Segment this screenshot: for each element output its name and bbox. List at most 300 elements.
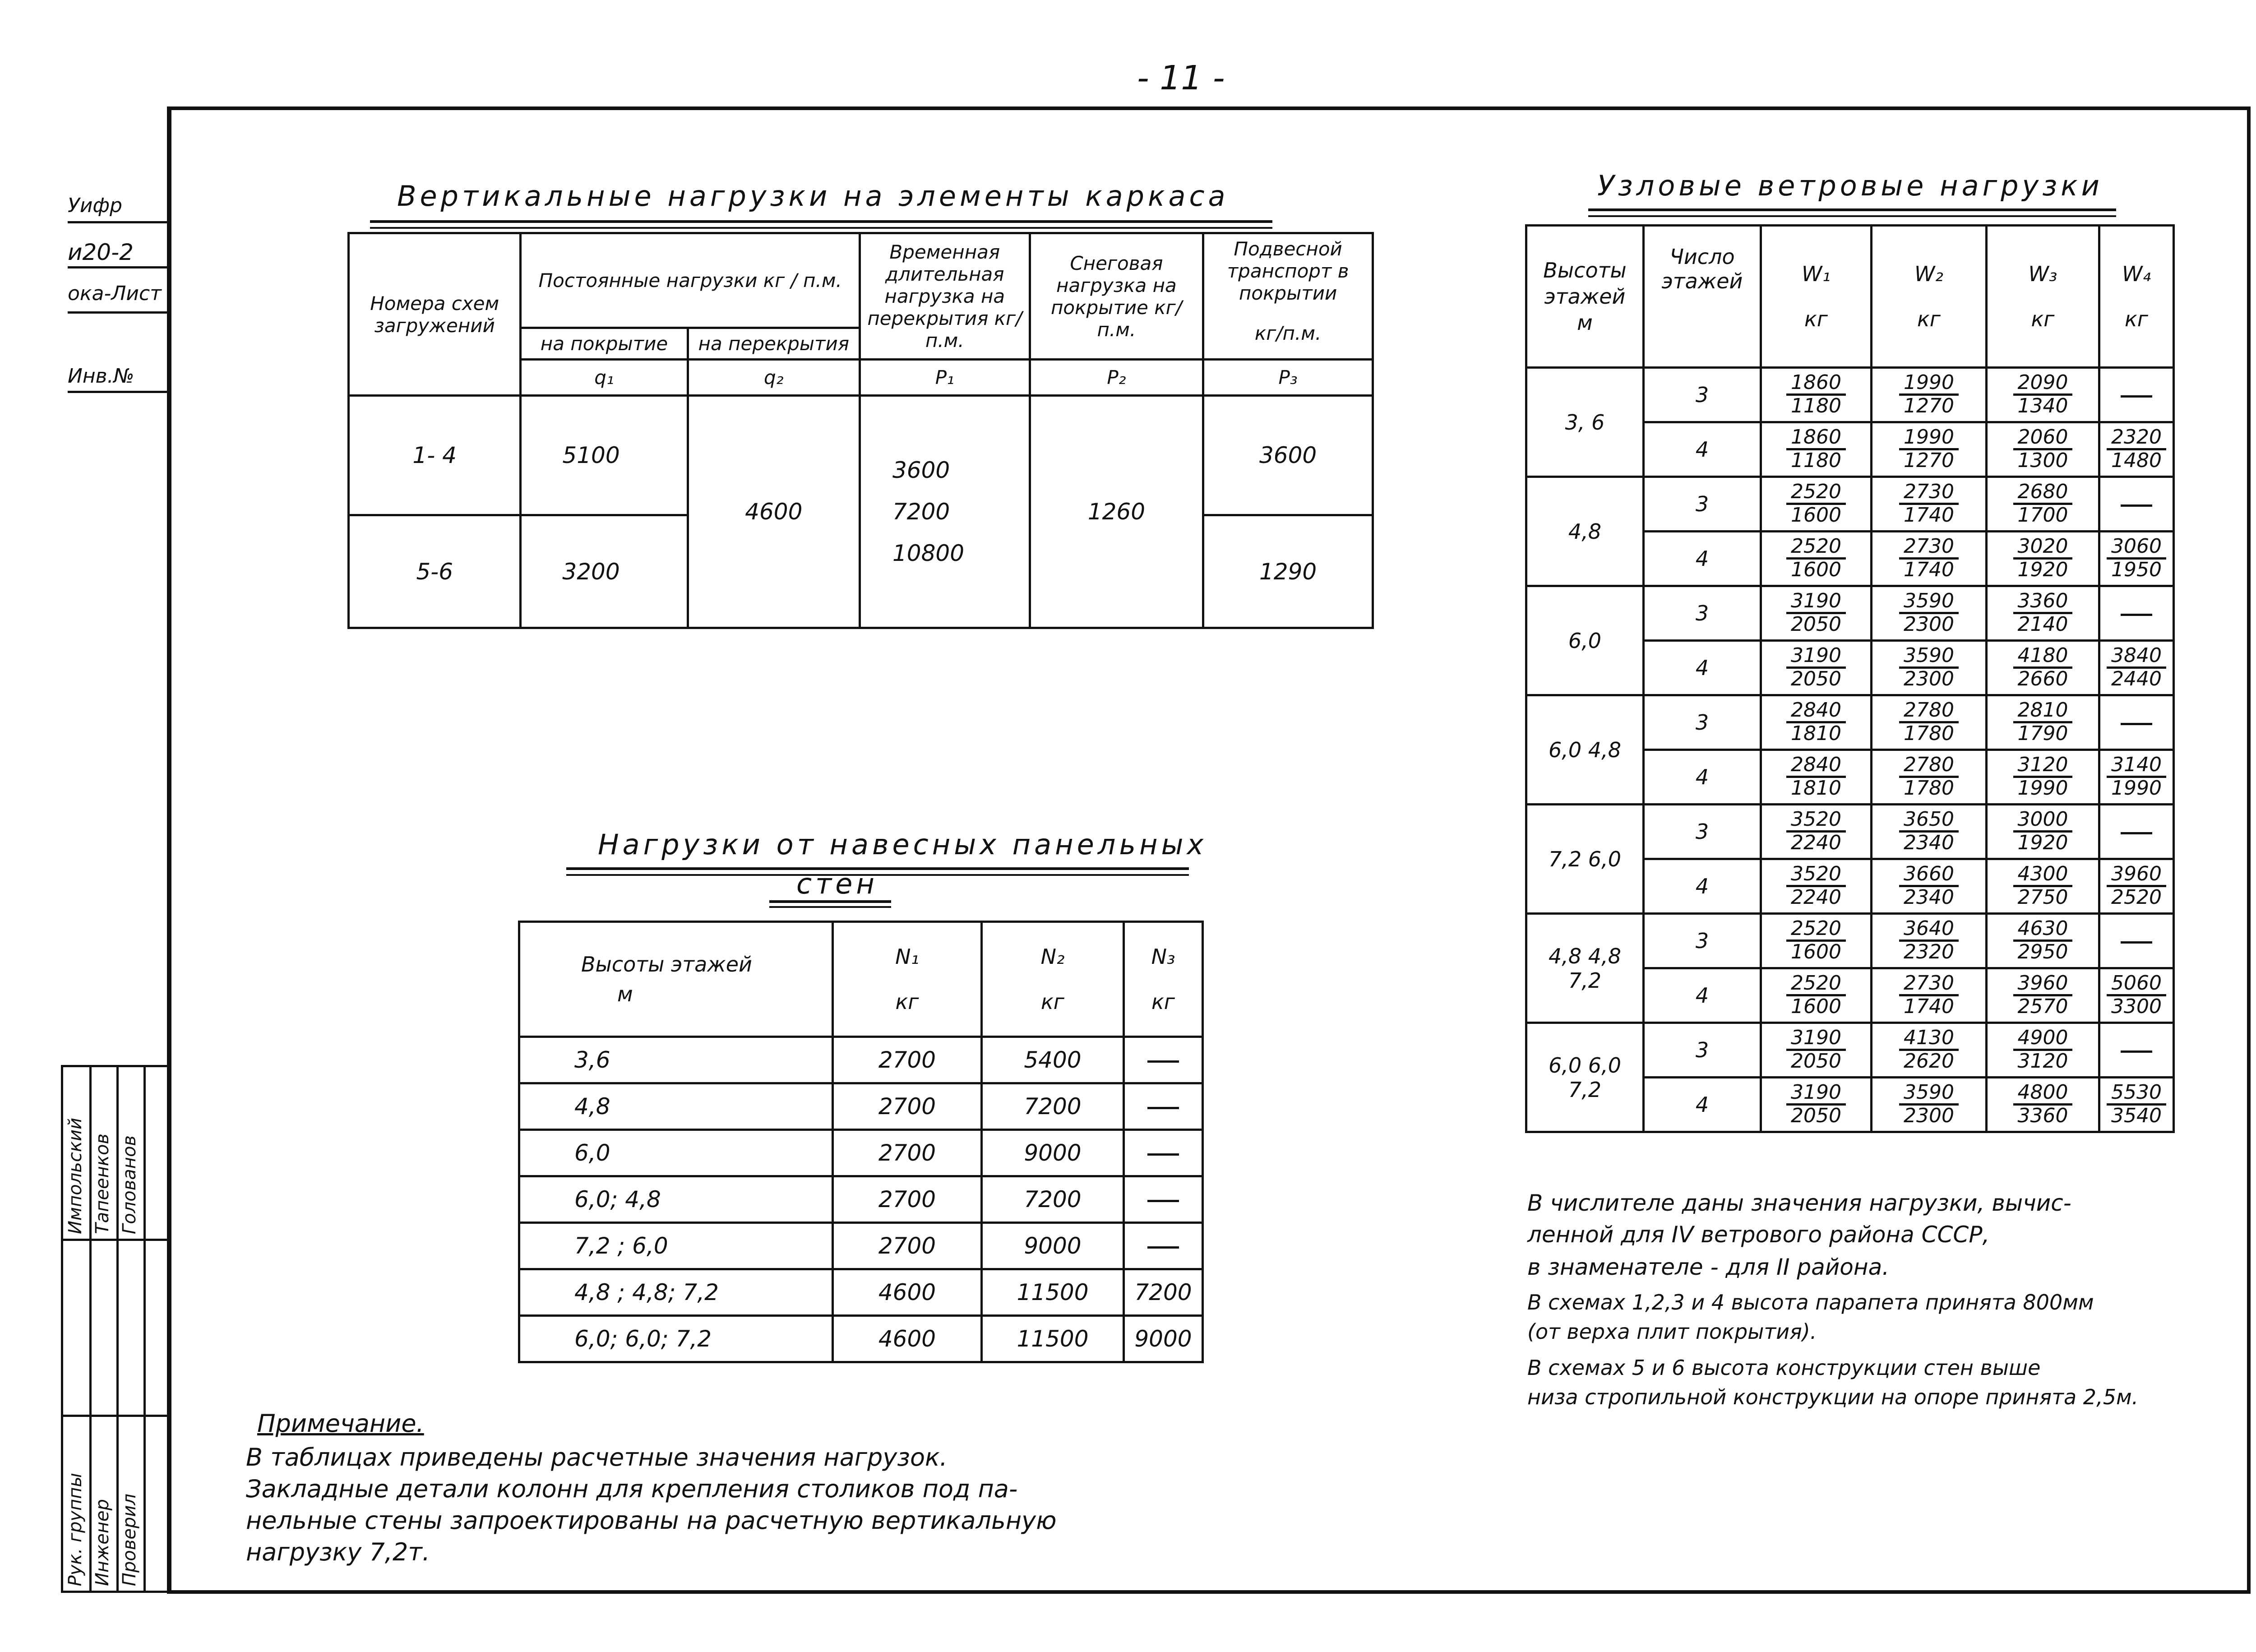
- load-fraction: [1786, 809, 1846, 853]
- dash-mark: [2121, 1050, 2152, 1053]
- n2-cell: 7200: [982, 1083, 1124, 1130]
- denominator: 2340: [1904, 885, 1954, 909]
- denominator: 1810: [1791, 722, 1841, 745]
- denominator: 1740: [1904, 503, 1954, 527]
- load-fraction: [2013, 700, 2073, 744]
- w4-cell: [2099, 695, 2174, 750]
- p1-values: 3600 7200 10800: [860, 396, 1030, 628]
- numerator: 3590: [1899, 645, 1959, 668]
- role-lead: Рук. группы: [65, 1472, 86, 1586]
- table-row: [519, 1223, 1203, 1269]
- dash-mark: [2121, 504, 2152, 507]
- table-row: [519, 1083, 1203, 1130]
- load-fraction: [2107, 754, 2166, 798]
- w3-cell: [1987, 805, 2099, 859]
- numerator: 3000: [2013, 809, 2073, 832]
- numerator: 2520: [1786, 536, 1846, 559]
- load-fraction: [2013, 864, 2073, 907]
- denominator: 2750: [2017, 885, 2068, 909]
- load-fraction: [2013, 809, 2073, 853]
- panel-loads-title-2: стен: [796, 867, 878, 900]
- w4-cell: [2099, 477, 2174, 532]
- numerator: 2730: [1899, 536, 1959, 559]
- denominator: 1340: [2017, 394, 2068, 417]
- note-line: В таблицах приведены расчетные значения нагрузок.: [246, 1443, 948, 1472]
- numerator: 3520: [1786, 809, 1846, 832]
- floor-count-cell: 4: [1644, 859, 1761, 914]
- denominator: 1180: [1791, 449, 1841, 472]
- w2-cell: [1872, 586, 1987, 641]
- denominator: 1950: [2111, 558, 2162, 581]
- n1-cell: 2700: [833, 1037, 982, 1083]
- symbol-p1: P₁: [860, 360, 1030, 396]
- numerator: 2780: [1899, 754, 1959, 777]
- page-number: - 11 -: [1137, 59, 1225, 97]
- w1-cell: [1761, 422, 1872, 477]
- load-fraction: [1899, 754, 1959, 798]
- numerator: 3190: [1786, 1027, 1846, 1050]
- numerator: 3520: [1786, 864, 1846, 887]
- w2-cell: [1872, 859, 1987, 914]
- wind-note: (от верха плит покрытия).: [1527, 1319, 1817, 1344]
- header-w4: W₄ кг: [2099, 226, 2174, 368]
- numerator: 1990: [1899, 372, 1959, 395]
- w2-cell: [1872, 477, 1987, 532]
- denominator: 1700: [2017, 503, 2068, 527]
- w4-cell: [2099, 422, 2174, 477]
- denominator: 1780: [1904, 776, 1954, 800]
- load-fraction: [2013, 536, 2073, 580]
- symbol-q1: q₁: [521, 360, 688, 396]
- numerator: 3060: [2107, 536, 2166, 559]
- w4-cell: [2099, 750, 2174, 805]
- w1-cell: [1761, 914, 1872, 968]
- header-n2: N₂ кг: [982, 922, 1124, 1037]
- w3-cell: [1987, 695, 2099, 750]
- header-n1: N₁ кг: [833, 922, 982, 1037]
- header-n3: N₃ кг: [1124, 922, 1203, 1037]
- floor-height-cell: 6,0: [1526, 586, 1644, 695]
- load-fraction: [1786, 754, 1846, 798]
- floor-height-cell: 4,8 ; 4,8; 7,2: [519, 1269, 833, 1316]
- floor-height-cell: 6,0 6,0 7,2: [1526, 1023, 1644, 1132]
- w1-cell: [1761, 368, 1872, 422]
- load-fraction: [1899, 645, 1959, 689]
- load-fraction: [2107, 864, 2166, 907]
- note-line: нагрузку 7,2т.: [246, 1538, 430, 1566]
- denominator: 2300: [1904, 667, 1954, 690]
- numerator: 2840: [1786, 754, 1846, 777]
- n1-cell: 2700: [833, 1176, 982, 1223]
- load-fraction: [2013, 645, 2073, 689]
- numerator: 2680: [2013, 481, 2073, 504]
- numerator: 2730: [1899, 973, 1959, 996]
- load-fraction: [2107, 427, 2166, 471]
- w4-cell: [2099, 859, 2174, 914]
- w4-cell: [2099, 641, 2174, 695]
- denominator: 1790: [2017, 722, 2068, 745]
- symbol-q2: q₂: [688, 360, 860, 396]
- w2-cell: [1872, 1023, 1987, 1078]
- header-on-roof: на покрытие: [521, 328, 688, 360]
- symbol-p2: P₂: [1030, 360, 1203, 396]
- scheme-5-6: 5-6: [349, 515, 521, 628]
- load-fraction: [2107, 973, 2166, 1017]
- w1-cell: [1761, 1078, 1872, 1132]
- scheme-1-4: 1- 4: [349, 396, 521, 515]
- n1-cell: 4600: [833, 1316, 982, 1362]
- dash-mark: [1147, 1200, 1179, 1202]
- load-fraction: [1899, 864, 1959, 907]
- numerator: 5530: [2107, 1082, 2166, 1105]
- denominator: 2620: [1904, 1049, 1954, 1073]
- w3-cell: [1987, 968, 2099, 1023]
- q1-value: 3200: [521, 515, 688, 628]
- signature-block: [61, 1065, 169, 1593]
- p2-value: 1260: [1030, 396, 1203, 628]
- header-w1: W₁ кг: [1761, 226, 1872, 368]
- denominator: 1990: [2111, 776, 2162, 800]
- numerator: 3660: [1899, 864, 1959, 887]
- header-floor-height: Высоты этажей м: [519, 922, 833, 1037]
- floor-height-cell: 7,2 6,0: [1526, 805, 1644, 914]
- load-fraction: [1786, 700, 1846, 744]
- denominator: 3300: [2111, 995, 2162, 1018]
- note-line: Закладные детали колонн для крепления столиков под па-: [246, 1475, 1018, 1503]
- load-fraction: [2107, 1082, 2166, 1126]
- load-fraction: [2107, 536, 2166, 580]
- denominator: 1180: [1791, 394, 1841, 417]
- p3-value: 3600: [1203, 396, 1373, 515]
- load-fraction: [1786, 1082, 1846, 1126]
- table-row: [519, 1130, 1203, 1176]
- p3-value: 1290: [1203, 515, 1373, 628]
- table-row: [1526, 1023, 2174, 1078]
- name-lead: Импольский: [65, 1117, 86, 1234]
- table-row: [519, 1176, 1203, 1223]
- w3-cell: [1987, 641, 2099, 695]
- w3-cell: [1987, 368, 2099, 422]
- floor-count-cell: 4: [1644, 532, 1761, 586]
- numerator: 3590: [1899, 1082, 1959, 1105]
- dash-mark: [1147, 1153, 1179, 1156]
- denominator: 1780: [1904, 722, 1954, 745]
- denominator: 2520: [2111, 885, 2162, 909]
- floor-count-cell: 4: [1644, 641, 1761, 695]
- load-fraction: [1786, 481, 1846, 525]
- floor-count-cell: 3: [1644, 1023, 1761, 1078]
- w3-cell: [1987, 422, 2099, 477]
- load-fraction: [1899, 427, 1959, 471]
- numerator: 2520: [1786, 973, 1846, 996]
- w1-cell: [1761, 532, 1872, 586]
- floor-height-cell: 6,0: [519, 1130, 833, 1176]
- header-crane: Подвесной транспорт в покрытии кг/п.м.: [1203, 233, 1373, 360]
- w4-cell: [2099, 1023, 2174, 1078]
- q2-value: 4600: [688, 396, 860, 628]
- w2-cell: [1872, 641, 1987, 695]
- load-fraction: [2013, 754, 2073, 798]
- w4-cell: [2099, 368, 2174, 422]
- w1-cell: [1761, 859, 1872, 914]
- stamp-sheet: ока-Лист: [68, 282, 162, 305]
- n2-cell: 9000: [982, 1223, 1124, 1269]
- load-fraction: [2013, 918, 2073, 962]
- table-row: [1526, 805, 2174, 859]
- n3-cell: [1124, 1037, 1203, 1083]
- stamp-divider: [68, 221, 167, 223]
- wind-note: низа стропильной конструкции на опоре принята 2,5м.: [1527, 1385, 2139, 1409]
- w3-cell: [1987, 1023, 2099, 1078]
- numerator: 4900: [2013, 1027, 2073, 1050]
- denominator: 1810: [1791, 776, 1841, 800]
- vertical-loads-title: Вертикальные нагрузки на элементы каркаса: [397, 180, 1229, 213]
- n1-cell: 2700: [833, 1223, 982, 1269]
- n1-cell: 2700: [833, 1083, 982, 1130]
- w1-cell: [1761, 750, 1872, 805]
- denominator: 2300: [1904, 1104, 1954, 1127]
- n2-cell: 5400: [982, 1037, 1124, 1083]
- numerator: 3360: [2013, 591, 2073, 614]
- n3-cell: [1124, 1223, 1203, 1269]
- w3-cell: [1987, 914, 2099, 968]
- dash-mark: [2121, 941, 2152, 944]
- n3-cell: [1124, 1130, 1203, 1176]
- denominator: 1270: [1904, 449, 1954, 472]
- wind-note: ленной для IV ветрового района СССР,: [1527, 1222, 1990, 1248]
- w1-cell: [1761, 805, 1872, 859]
- denominator: 2050: [1791, 1104, 1841, 1127]
- numerator: 2730: [1899, 481, 1959, 504]
- floor-count-cell: 3: [1644, 586, 1761, 641]
- denominator: 2660: [2017, 667, 2068, 690]
- w2-cell: [1872, 750, 1987, 805]
- panel-loads-title: Нагрузки от навесных панельных: [598, 828, 1207, 861]
- numerator: 4630: [2013, 918, 2073, 941]
- w2-cell: [1872, 805, 1987, 859]
- n3-cell: 9000: [1124, 1316, 1203, 1362]
- w1-cell: [1761, 968, 1872, 1023]
- numerator: 3190: [1786, 645, 1846, 668]
- panel-loads-table: [518, 921, 1204, 1363]
- w3-cell: [1987, 586, 2099, 641]
- n1-cell: 4600: [833, 1269, 982, 1316]
- w2-cell: [1872, 914, 1987, 968]
- floor-count-cell: 3: [1644, 368, 1761, 422]
- numerator: 2520: [1786, 918, 1846, 941]
- w4-cell: [2099, 968, 2174, 1023]
- denominator: 2240: [1791, 885, 1841, 909]
- dash-mark: [2121, 832, 2152, 834]
- stamp-divider: [68, 266, 167, 268]
- load-fraction: [1899, 973, 1959, 1017]
- denominator: 2440: [2111, 667, 2162, 690]
- floor-height-cell: 4,8: [519, 1083, 833, 1130]
- denominator: 2320: [1904, 940, 1954, 963]
- floor-count-cell: 3: [1644, 914, 1761, 968]
- table-row: [519, 1316, 1203, 1362]
- denominator: 2050: [1791, 612, 1841, 636]
- header-floor-height: Высоты этажей м: [1526, 226, 1644, 368]
- denominator: 3540: [2111, 1104, 2162, 1127]
- w1-cell: [1761, 1023, 1872, 1078]
- numerator: 3190: [1786, 1082, 1846, 1105]
- wind-loads-title: Узловые ветровые нагрузки: [1597, 169, 2103, 202]
- dash-mark: [1147, 1246, 1179, 1249]
- floor-count-cell: 3: [1644, 477, 1761, 532]
- n1-cell: 2700: [833, 1130, 982, 1176]
- header-snow-load: Снеговая нагрузка на покрытие кг/ п.м.: [1030, 233, 1203, 360]
- numerator: 1860: [1786, 372, 1846, 395]
- n2-cell: 9000: [982, 1130, 1124, 1176]
- denominator: 2340: [1904, 831, 1954, 854]
- denominator: 1920: [2017, 558, 2068, 581]
- numerator: 3650: [1899, 809, 1959, 832]
- load-fraction: [1786, 1027, 1846, 1071]
- stamp-divider: [68, 391, 167, 393]
- numerator: 3140: [2107, 754, 2166, 777]
- numerator: 2060: [2013, 427, 2073, 450]
- numerator: 4300: [2013, 864, 2073, 887]
- w3-cell: [1987, 477, 2099, 532]
- load-fraction: [1899, 481, 1959, 525]
- n2-cell: 7200: [982, 1176, 1124, 1223]
- n3-cell: [1124, 1176, 1203, 1223]
- load-fraction: [2013, 1082, 2073, 1126]
- table-row: [1526, 477, 2174, 532]
- floor-count-cell: 4: [1644, 968, 1761, 1023]
- denominator: 1300: [2017, 449, 2068, 472]
- floor-count-cell: 3: [1644, 695, 1761, 750]
- symbol-p3: P₃: [1203, 360, 1373, 396]
- w4-cell: [2099, 805, 2174, 859]
- load-fraction: [1786, 918, 1846, 962]
- q1-value: 5100: [521, 396, 688, 515]
- load-fraction: [1899, 918, 1959, 962]
- w3-cell: [1987, 1078, 2099, 1132]
- w4-cell: [2099, 914, 2174, 968]
- floor-count-cell: 4: [1644, 1078, 1761, 1132]
- w3-cell: [1987, 859, 2099, 914]
- denominator: 2300: [1904, 612, 1954, 636]
- load-fraction: [2013, 591, 2073, 634]
- denominator: 2950: [2017, 940, 2068, 963]
- load-fraction: [1786, 973, 1846, 1017]
- w1-cell: [1761, 477, 1872, 532]
- denominator: 1600: [1791, 503, 1841, 527]
- numerator: 3120: [2013, 754, 2073, 777]
- role-engineer: Инженер: [92, 1499, 113, 1586]
- table-row: [1526, 695, 2174, 750]
- note-line: нельные стены запроектированы на расчетную вертикальную: [246, 1506, 1057, 1535]
- n2-cell: 11500: [982, 1269, 1124, 1316]
- w4-cell: [2099, 586, 2174, 641]
- numerator: 3590: [1899, 591, 1959, 614]
- denominator: 1480: [2111, 449, 2162, 472]
- numerator: 4800: [2013, 1082, 2073, 1105]
- load-fraction: [1899, 700, 1959, 744]
- table-row: [1526, 368, 2174, 422]
- denominator: 1270: [1904, 394, 1954, 417]
- w1-cell: [1761, 641, 1872, 695]
- numerator: 2840: [1786, 700, 1846, 723]
- w4-cell: [2099, 532, 2174, 586]
- floor-height-cell: 4,8 4,8 7,2: [1526, 914, 1644, 1023]
- denominator: 3120: [2017, 1049, 2068, 1073]
- header-floor-count: Число этажей: [1644, 226, 1761, 368]
- w2-cell: [1872, 968, 1987, 1023]
- load-fraction: [1786, 427, 1846, 471]
- denominator: 1600: [1791, 940, 1841, 963]
- w2-cell: [1872, 368, 1987, 422]
- dash-mark: [2121, 395, 2152, 398]
- stamp-code: Уифр: [68, 194, 122, 217]
- load-fraction: [2013, 481, 2073, 525]
- numerator: 1990: [1899, 427, 1959, 450]
- denominator: 2140: [2017, 612, 2068, 636]
- numerator: 1860: [1786, 427, 1846, 450]
- w2-cell: [1872, 422, 1987, 477]
- denominator: 1740: [1904, 558, 1954, 581]
- numerator: 3640: [1899, 918, 1959, 941]
- header-w3: W₃ кг: [1987, 226, 2099, 368]
- load-fraction: [1786, 645, 1846, 689]
- numerator: 4180: [2013, 645, 2073, 668]
- w2-cell: [1872, 1078, 1987, 1132]
- numerator: 3840: [2107, 645, 2166, 668]
- role-checker: Проверил: [119, 1493, 140, 1586]
- numerator: 3960: [2013, 973, 2073, 996]
- load-fraction: [2013, 372, 2073, 416]
- wind-note: В схемах 1,2,3 и 4 высота парапета принята 800мм: [1527, 1290, 2094, 1314]
- load-fraction: [1786, 372, 1846, 416]
- denominator: 1600: [1791, 995, 1841, 1018]
- denominator: 2240: [1791, 831, 1841, 854]
- header-on-floor: на перекрытия: [688, 328, 860, 360]
- denominator: 2050: [1791, 667, 1841, 690]
- numerator: 2520: [1786, 481, 1846, 504]
- header-w2: W₂ кг: [1872, 226, 1987, 368]
- load-fraction: [2013, 427, 2073, 471]
- load-fraction: [1899, 536, 1959, 580]
- table-row: [1526, 914, 2174, 968]
- table-row: [1526, 586, 2174, 641]
- table-row: [519, 1037, 1203, 1083]
- load-fraction: [1786, 591, 1846, 634]
- wind-note: В схемах 5 и 6 высота конструкции стен выше: [1527, 1356, 2041, 1380]
- floor-height-cell: 7,2 ; 6,0: [519, 1223, 833, 1269]
- dash-mark: [2121, 614, 2152, 616]
- load-fraction: [1899, 1027, 1959, 1071]
- n3-cell: 7200: [1124, 1269, 1203, 1316]
- floor-count-cell: 4: [1644, 750, 1761, 805]
- floor-count-cell: 3: [1644, 805, 1761, 859]
- name-checker: Голованов: [119, 1135, 140, 1234]
- header-temporary-load: Временная длительная нагрузка на перекрытия кг/ п.м.: [860, 233, 1030, 360]
- n3-cell: [1124, 1083, 1203, 1130]
- load-fraction: [2013, 973, 2073, 1017]
- floor-height-cell: 3,6: [519, 1037, 833, 1083]
- w3-cell: [1987, 532, 2099, 586]
- dash-mark: [1147, 1107, 1179, 1109]
- numerator: 5060: [2107, 973, 2166, 996]
- numerator: 3960: [2107, 864, 2166, 887]
- w2-cell: [1872, 532, 1987, 586]
- load-fraction: [1899, 809, 1959, 853]
- numerator: 2090: [2013, 372, 2073, 395]
- load-fraction: [2013, 1027, 2073, 1071]
- header-constant-loads: Постоянные нагрузки кг / п.м.: [521, 233, 860, 328]
